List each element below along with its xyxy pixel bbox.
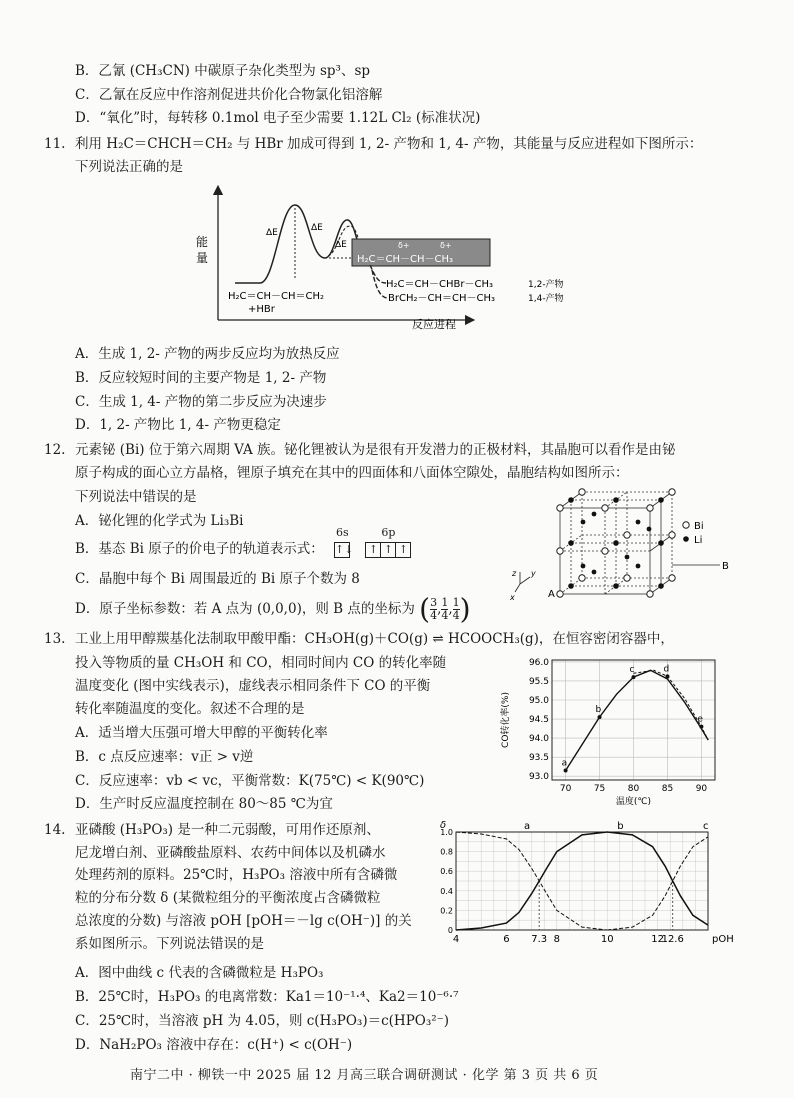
orbital-6p xyxy=(365,526,410,558)
q10-option-c: C．乙氰在反应中作溶剂促进共价化合物氯化铝溶解 xyxy=(75,87,383,103)
y-tick-label: 0.4 xyxy=(440,886,453,896)
y-tick-label: 94.5 xyxy=(528,715,549,726)
delta-e-12: ΔE xyxy=(335,240,347,250)
x-tick-label: 4 xyxy=(452,934,460,945)
data-point xyxy=(665,674,669,678)
product-1-4-label: 1,4-产物 xyxy=(528,294,564,304)
data-point xyxy=(598,715,602,719)
legend-li-label: Li xyxy=(694,535,703,546)
product-1-2-formula: H₂C＝CH－CHBr－CH₃ xyxy=(386,279,493,290)
coord-x: $\frac{3}{4}$ xyxy=(430,596,438,622)
data-point xyxy=(632,675,636,679)
q14-option-a: A．图中曲线 c 代表的含磷微粒是 H₃PO₃ xyxy=(75,965,324,981)
product-1-2-label: 1,2-产物 xyxy=(528,280,564,290)
q10-option-d: D．“氧化”时，每转移 0.1mol 电子至少需要 1.12L Cl₂ (标准状况) xyxy=(75,110,481,126)
y-label-1: 能 xyxy=(196,235,209,249)
y-axis-label: δ xyxy=(440,820,447,831)
q13-number: 13. xyxy=(44,631,66,647)
x-tick-label: 90 xyxy=(695,784,708,794)
y-tick-label: 96.0 xyxy=(528,657,549,668)
legend-bi-label: Bi xyxy=(694,521,704,532)
series-line-actual xyxy=(566,670,709,770)
series-label: b xyxy=(617,821,624,832)
q11-option-c: C．生成 1, 4- 产物的第二步反应为决速步 xyxy=(75,394,327,410)
x-tick-label: 75 xyxy=(593,784,606,794)
q12-number: 12. xyxy=(44,442,66,458)
orbital-6s-label: 6s xyxy=(336,526,349,539)
q12-option-a: A．铋化锂的化学式为 Li₃Bi xyxy=(75,513,244,529)
orbital-6p-box: ↑ xyxy=(365,542,381,558)
x-axis-label: pOH xyxy=(712,934,734,945)
q14-stem-line6: 系如图所示。下列说法错误的是 xyxy=(75,936,264,952)
q13-stem-line3: 温度变化 (图中实线表示)，虚线表示相同条件下 CO 的平衡 xyxy=(75,678,431,694)
q14-option-b: B．25℃时，H₃PO₃ 的电离常数：Ka1＝10⁻¹·⁴、Ka2＝10⁻⁶·⁷ xyxy=(75,989,459,1005)
x-tick-label: 8 xyxy=(553,934,560,945)
q13-stem-line2: 投入等物质的量 CH₃OH 和 CO，相同时间内 CO 的转化率随 xyxy=(75,655,447,671)
q13-option-a: A．适当增大压强可增大甲醇的平衡转化率 xyxy=(75,725,328,741)
point-b-label: B xyxy=(722,561,729,572)
x-tick-label: 12.6 xyxy=(661,934,684,945)
delta-e-a: ΔE xyxy=(266,228,278,238)
y-tick-label: 95.5 xyxy=(528,676,549,687)
orbital-6p-box: ↑ xyxy=(380,542,396,558)
axis-z-label: z xyxy=(512,569,517,578)
q11-option-b: B．反应较短时间的主要产物是 1, 2- 产物 xyxy=(75,370,327,386)
q11-option-a: A．生成 1, 2- 产物的两步反应均为放热反应 xyxy=(75,346,340,362)
y-tick-label: 0.6 xyxy=(440,867,453,877)
reactant-hbr: +HBr xyxy=(248,304,275,315)
y-axis-label: CO转化率(%) xyxy=(501,692,511,748)
q14-number: 14. xyxy=(44,822,66,838)
q12-option-d-text: D．原子坐标参数：若 A 点为 (0,0,0)，则 B 点的坐标为 xyxy=(75,601,415,617)
q14-option-c: C．25℃时，当溶液 pH 为 4.05，则 c(H₃PO₃)＝c(HPO₃²⁻) xyxy=(75,1013,450,1029)
y-tick-label: 0 xyxy=(447,926,453,935)
x-tick-label: 12 xyxy=(651,934,664,945)
page-footer: 南宁二中 · 柳铁一中 2025 届 12 月高三联合调研测试 · 化学 第 3 页 共 6 页 xyxy=(130,1068,599,1083)
x-axis-label: 温度(℃) xyxy=(615,797,652,807)
x-tick-label: 7.3 xyxy=(531,934,548,945)
q12-stem-line3: 下列说法中错误的是 xyxy=(75,489,197,505)
delta-e-14: ΔE xyxy=(311,223,323,233)
q12-option-b xyxy=(75,526,410,558)
data-point xyxy=(699,725,703,729)
q12-option-b-text: B．基态 Bi 原子的价电子的轨道表示式： xyxy=(75,541,324,557)
legend-bi-marker xyxy=(683,522,689,528)
axis-x-label: x xyxy=(510,593,515,602)
crystal-cell-diagram xyxy=(510,484,745,606)
data-point-label: b xyxy=(595,705,602,716)
q11-stem-line1: 利用 H₂C＝CHCH＝CH₂ 与 HBr 加成可得到 1, 2- 产物和 1, 4- 产物，其能量与反应进程如下图所示： xyxy=(75,136,703,152)
x-tick-label: 70 xyxy=(559,784,572,794)
delta-plus-1: δ+ xyxy=(398,241,410,250)
y-tick-label: 95.0 xyxy=(528,696,549,706)
q13-stem-line1: 工业上用甲醇羰基化法制取甲酸甲酯：CH₃OH(g)＋CO(g) ⇌ HCOOCH₃(g)，在恒容密闭容器中， xyxy=(75,631,674,647)
q13-option-c: C．反应速率：vb < vc，平衡常数：K(75℃) < K(90℃) xyxy=(75,773,425,789)
axis-y-label: y xyxy=(531,569,536,578)
series-label: c xyxy=(702,821,709,832)
q12-stem-line2: 原子构成的面心立方晶格，锂原子填充在其中的四面体和八面体空隙处，晶胞结构如图所示： xyxy=(75,465,629,481)
data-point-label: a xyxy=(561,758,568,769)
q12-stem-line1: 元素铋 (Bi) 位于第六周期 VA 族。铋化锂被认为是很有开发潜力的正极材料，其晶胞可以看作是由铋 xyxy=(75,442,676,458)
energy-curve-main xyxy=(235,205,370,283)
y-tick-label: 93.5 xyxy=(528,753,549,764)
axis-triad xyxy=(515,572,530,592)
x-tick-label: 6 xyxy=(503,934,510,945)
product-1-4-formula: BrCH₂－CH＝CH－CH₃ xyxy=(388,293,495,304)
reactant-formula: H₂C＝CH－CH＝CH₂ xyxy=(228,291,325,302)
coord-y: $\frac{1}{4}$ xyxy=(441,596,449,622)
distribution-fraction-chart xyxy=(430,818,740,950)
intermediate-formula: H₂C＝CH－CH－CH₃ xyxy=(357,254,454,265)
x-tick-label: 85 xyxy=(661,784,674,794)
y-tick-label: 1.0 xyxy=(440,828,453,837)
q11-option-d: D．1, 2- 产物比 1, 4- 产物更稳定 xyxy=(75,417,281,433)
q13-option-d: D．生产时反应温度控制在 80～85 ℃为宜 xyxy=(75,796,333,812)
orbital-6p-box: ↑ xyxy=(395,542,411,558)
x-tick-label: 80 xyxy=(627,784,640,794)
q14-stem-line4: 粒的分布分数 δ (某微粒组分的平衡浓度占含磷微粒 xyxy=(75,890,381,906)
y-label-2: 量 xyxy=(196,251,209,265)
data-point xyxy=(564,768,568,772)
coord-z: $\frac{1}{4}$ xyxy=(452,596,460,622)
orbital-6p-label: 6p xyxy=(381,526,396,539)
q13-option-b: B．c 点反应速率：v正 > v逆 xyxy=(75,749,254,765)
y-tick-label: 93.0 xyxy=(528,772,549,783)
delta-plus-2: δ+ xyxy=(440,241,452,250)
q14-stem-line5: 总浓度的分数) 与溶液 pOH [pOH＝－lg c(OH⁻)] 的关 xyxy=(75,913,412,929)
x-axis-label: 反应进程 xyxy=(412,318,456,331)
point-a-label: A xyxy=(548,589,555,600)
q14-stem-line2: 尼龙增白剂、亚磷酸盐原料、农药中间体以及机磷水 xyxy=(75,845,386,861)
series-label: a xyxy=(524,821,531,832)
y-tick-label: 0.8 xyxy=(440,847,453,857)
data-point-label: c xyxy=(629,665,635,676)
q11-number: 11. xyxy=(44,136,66,152)
q14-stem-line3: 处理药剂的原料。25℃时，H₃PO₃ 溶液中所有含磷微 xyxy=(75,867,398,883)
x-tick-label: 10 xyxy=(600,934,614,945)
q11-stem-line2: 下列说法正确的是 xyxy=(75,159,183,175)
q10-option-b: B．乙氰 (CH₃CN) 中碳原子杂化类型为 sp³、sp xyxy=(75,63,371,79)
orbital-6s xyxy=(334,526,354,558)
y-tick-label: 0.2 xyxy=(440,906,453,916)
q14-stem-line1: 亚磷酸 (H₃PO₃) 是一种二元弱酸，可用作还原剂、 xyxy=(75,822,380,838)
co-conversion-chart xyxy=(490,652,730,810)
q14-option-d: D．NaH₂PO₃ 溶液中存在：c(H⁺) < c(OH⁻) xyxy=(75,1037,353,1053)
orbital-6s-box: ↑↓ xyxy=(335,542,354,556)
data-point-label: e xyxy=(697,714,703,725)
q12-option-d: D．原子坐标参数：若 A 点为 (0,0,0)，则 B 点的坐标为 ( $\frac{3}{4}$ , $\frac{1}{4}$ , $\frac{1}{4}$ ) xyxy=(75,592,471,626)
q12-option-c: C．晶胞中每个 Bi 周围最近的 Bi 原子个数为 8 xyxy=(75,571,360,587)
legend-li-marker xyxy=(683,536,689,542)
energy-diagram xyxy=(190,180,610,332)
q13-stem-line4: 转化率随温度的变化。叙述不合理的是 xyxy=(75,701,305,717)
y-tick-label: 94.0 xyxy=(528,734,549,745)
data-point-label: d xyxy=(663,664,670,675)
